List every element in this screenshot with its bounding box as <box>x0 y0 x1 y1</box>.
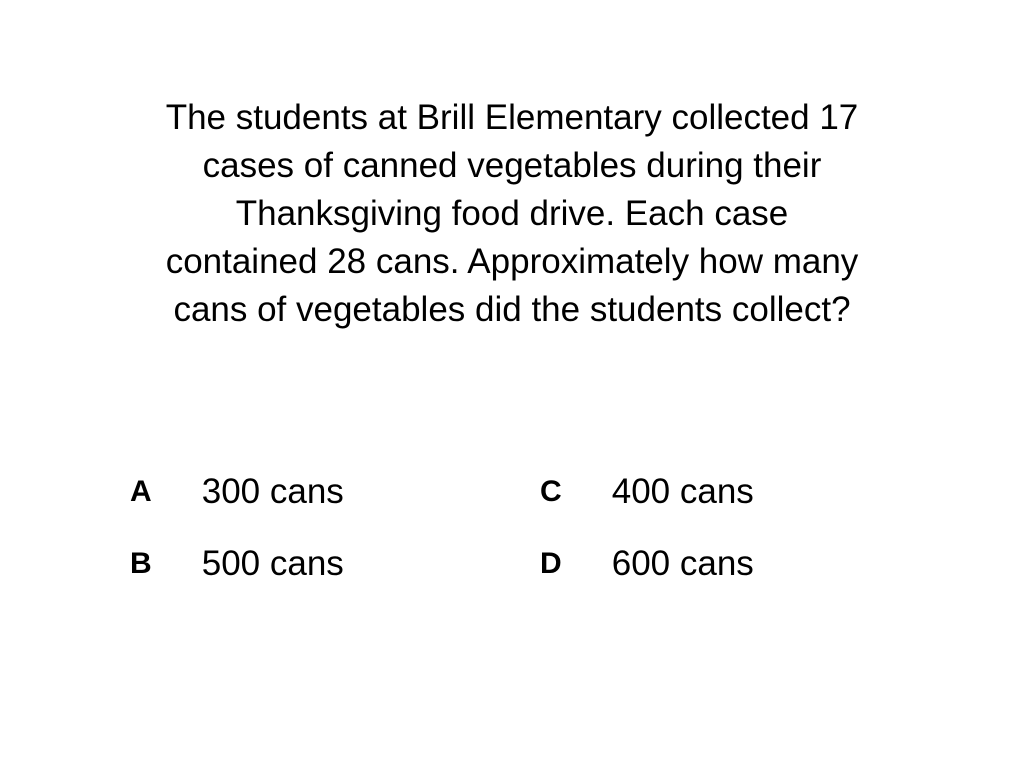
answer-choice-d <box>540 542 754 586</box>
question-line: Thanksgiving food drive. Each case <box>235 194 789 233</box>
choice-text: 500 cans <box>201 544 344 583</box>
answer-choice-a <box>130 470 344 514</box>
choice-letter: B <box>130 547 152 580</box>
question-line: contained 28 cans. Approximately how many <box>165 242 859 281</box>
answer-choice-b <box>130 542 344 586</box>
question-line: cases of canned vegetables during their <box>202 146 822 185</box>
choice-letter: D <box>540 547 562 580</box>
choice-text: 400 cans <box>611 472 754 511</box>
choice-text: 300 cans <box>201 472 344 511</box>
question-text <box>92 94 932 334</box>
question-line: cans of vegetables did the students collect? <box>173 290 851 329</box>
answer-choice-c <box>540 470 754 514</box>
choice-letter: C <box>540 475 562 508</box>
choice-letter: A <box>130 475 152 508</box>
question-line: The students at Brill Elementary collected 17 <box>165 98 859 137</box>
choice-text: 600 cans <box>611 544 754 583</box>
